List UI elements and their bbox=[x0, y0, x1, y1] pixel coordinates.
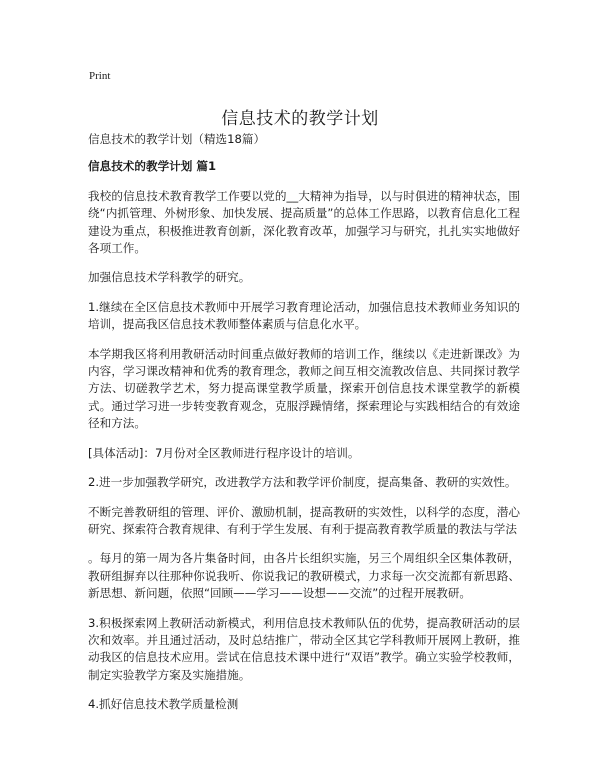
paragraph: 3.积极探索网上教研活动新模式，利用信息技术教师队伍的优势，提高教研活动的层次和效率。并且通过活动，及时总结推广，带动全区其它学科教师开展网上教研，推动我区的信息技术应用。尝试在信息技术课中进行“双语”教学。确立实验学校教师，制定实验教学方案及实施措施。 bbox=[88, 615, 520, 682]
paragraph: 1.继续在全区信息技术教师中开展学习教育理论活动，加强信息技术教师业务知识的培训，提高我区信息技术教师整体素质与信息化水平。 bbox=[88, 299, 520, 332]
paragraph: [具体活动]：7月份对全区教师进行程序设计的培训。 bbox=[88, 445, 360, 460]
paragraph: 我校的信息技术教育教学工作要以党的__大精神为指导，以与时俱进的精神状态，围绕“内抓管理、外树形象、加快发展、提高质量”的总体工作思路，以教育信息化工程建设为重点，积极推进教育创新，深化教育改革，加强学习与研究，扎扎实实地做好各项工作。 bbox=[88, 188, 520, 256]
document-title: 信息技术的教学计划 bbox=[221, 109, 379, 129]
document-body bbox=[88, 131, 520, 726]
section-heading: 信息技术的教学计划 篇1 bbox=[88, 159, 217, 174]
document-subtitle: 信息技术的教学计划（精选18篇） bbox=[88, 132, 266, 146]
paragraph: 2.进一步加强教学研究，改进教学方法和教学评价制度，提高集备、教研的实效性。 bbox=[88, 475, 517, 490]
paragraph: 本学期我区将利用教研活动时间重点做好教师的培训工作，继续以《走进新课改》为内容，学习课改精神和优秀的教育理念，教师之间互相交流教改信息、共同探讨教学方法、切磋教学艺术，努力提高课堂教学质量，探索开创信息技术课堂教学的新模式。通过学习进一步转变教育观念，克服浮躁情绪，探索理论与实践相结合的有效途径和方法。 bbox=[88, 346, 520, 431]
paragraph: 不断完善教研组的管理、评价、激励机制，提高教研的实效性，以科学的态度，潜心研究、探索符合教育规律、有利于学生发展、有利于提高教育教学质量的教法与学法 bbox=[88, 504, 520, 536]
paragraph: 。每月的第一周为各片集备时间，由各片长组织实施，另三个周组织全区集体教研，教研组摒弃以往那种你说我听、你说我记的教研模式，力求每一次交流都有新思路、新思想、新问题，依照“回顾——学习——设想——交流”的过程开展教研。 bbox=[88, 551, 520, 601]
paragraph: 加强信息技术学科教学的研究。 bbox=[88, 270, 251, 285]
print-label: Print bbox=[89, 70, 111, 82]
paragraph: 4.抓好信息技术教学质量检测 bbox=[88, 697, 239, 712]
